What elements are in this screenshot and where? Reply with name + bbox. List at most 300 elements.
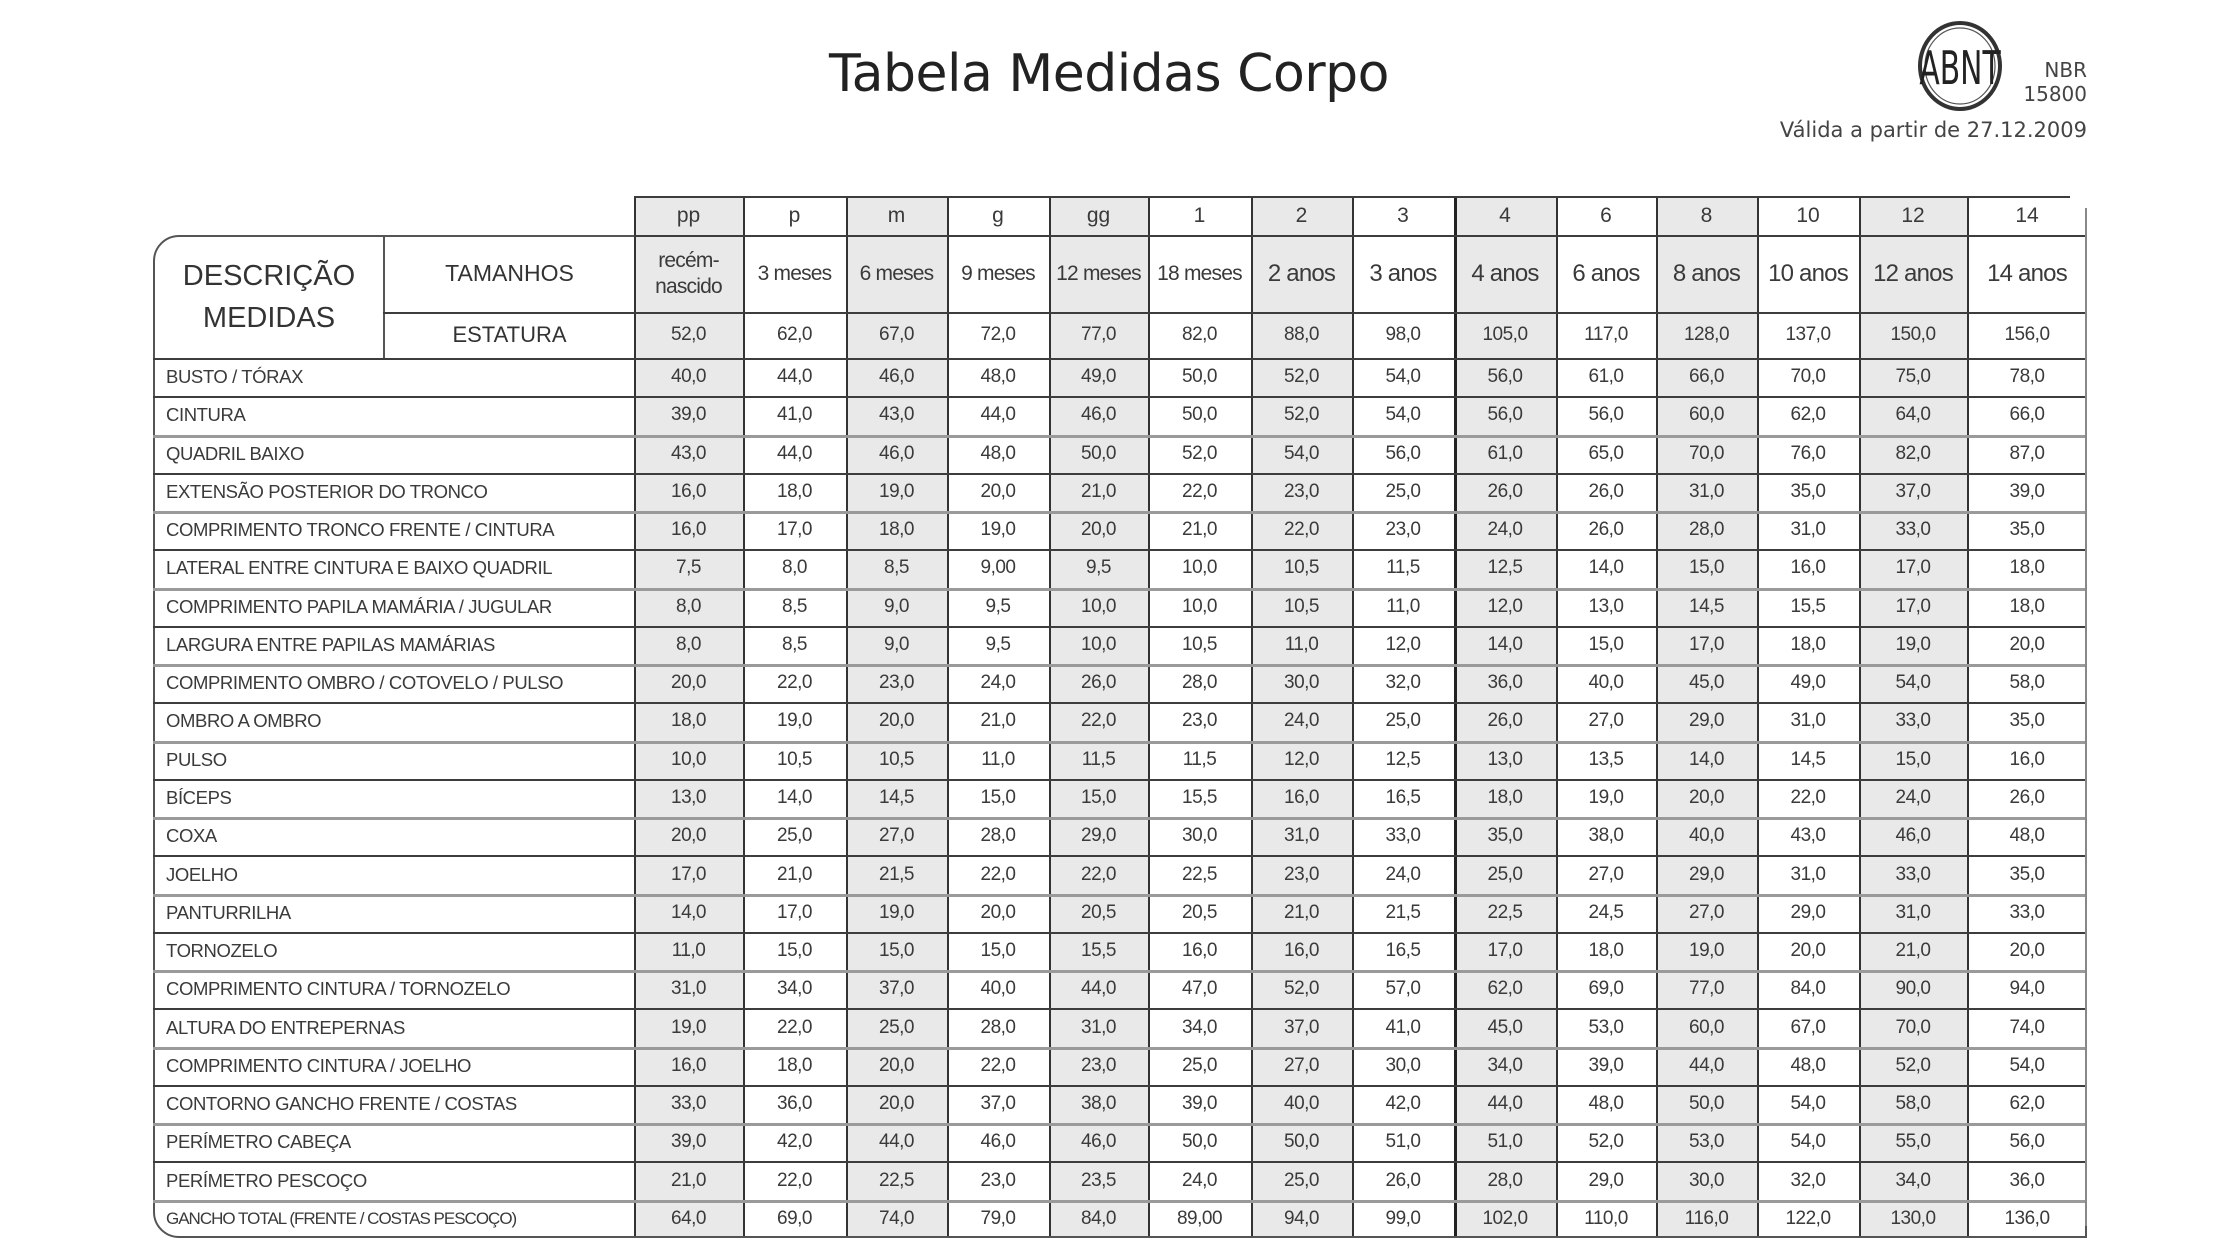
measurement-value: 110,0 bbox=[1584, 1207, 1628, 1229]
measurement-label: PERÍMETRO PESCOÇO bbox=[166, 1169, 367, 1191]
measurement-value: 21,5 bbox=[879, 863, 914, 885]
measurement-value: 24,0 bbox=[980, 672, 1016, 694]
measurement-value: 26,0 bbox=[1081, 672, 1116, 694]
measurement-value: 14,5 bbox=[879, 786, 914, 808]
measurement-value: 60,0 bbox=[1689, 1016, 1724, 1038]
measurement-value: 22,0 bbox=[1081, 863, 1116, 885]
measurement-label: BÍCEPS bbox=[166, 786, 232, 808]
height-value: 98,0 bbox=[1385, 324, 1421, 345]
measurement-value: 8,5 bbox=[884, 557, 909, 579]
measurement-value: 40,0 bbox=[1284, 1093, 1319, 1115]
abnt-logo-icon bbox=[1915, 20, 2005, 112]
measurement-value: 54,0 bbox=[2009, 1054, 2045, 1076]
age-header: 3 meses bbox=[757, 261, 832, 285]
measurement-label: COMPRIMENTO CINTURA / TORNOZELO bbox=[166, 978, 511, 1000]
measurement-value: 46,0 bbox=[1081, 1131, 1116, 1153]
measurement-value: 40,0 bbox=[1689, 825, 1724, 847]
measurement-value: 25,0 bbox=[1385, 710, 1421, 732]
measurement-value: 12,5 bbox=[1487, 557, 1523, 579]
size-code-header: 1 bbox=[1193, 203, 1206, 227]
measurement-value: 18,0 bbox=[777, 480, 812, 502]
measurement-value: 10,0 bbox=[1182, 595, 1217, 617]
measurement-value: 52,0 bbox=[1284, 978, 1319, 1000]
measurement-value: 14,0 bbox=[1487, 633, 1523, 655]
measurement-value: 18,0 bbox=[1588, 940, 1624, 962]
measurement-value: 30,0 bbox=[1284, 672, 1319, 694]
measurement-value: 42,0 bbox=[777, 1131, 812, 1153]
measurement-value: 10,5 bbox=[1284, 557, 1319, 579]
measurement-value: 9,0 bbox=[884, 595, 909, 617]
measurement-value: 20,0 bbox=[879, 1093, 914, 1115]
measurement-value: 56,0 bbox=[1487, 366, 1523, 388]
measurement-value: 70,0 bbox=[1895, 1016, 1931, 1038]
measurement-value: 49,0 bbox=[1081, 366, 1116, 388]
measurement-value: 52,0 bbox=[1284, 366, 1319, 388]
age-header: 8 anos bbox=[1672, 259, 1741, 287]
measurement-value: 10,0 bbox=[1081, 633, 1116, 655]
measurement-value: 20,0 bbox=[2009, 633, 2045, 655]
measurement-value: 46,0 bbox=[1895, 825, 1931, 847]
height-value: 72,0 bbox=[980, 324, 1016, 345]
measurement-label: PULSO bbox=[166, 748, 227, 770]
measurement-value: 19,0 bbox=[879, 480, 914, 502]
measurement-value: 43,0 bbox=[879, 404, 914, 426]
corner-label-line1: DESCRIÇÃO bbox=[182, 260, 356, 292]
norm-code: NBR bbox=[2044, 58, 2087, 82]
measurement-value: 20,5 bbox=[1081, 901, 1116, 923]
measurement-value: 20,0 bbox=[980, 901, 1016, 923]
measurement-value: 87,0 bbox=[2009, 442, 2045, 464]
measurement-value: 51,0 bbox=[1487, 1131, 1523, 1153]
measurement-value: 50,0 bbox=[1689, 1093, 1724, 1115]
measurement-label: OMBRO A OMBRO bbox=[166, 710, 322, 732]
measurement-value: 56,0 bbox=[1385, 442, 1421, 464]
measurement-value: 41,0 bbox=[1385, 1016, 1421, 1038]
measurement-value: 62,0 bbox=[2009, 1093, 2045, 1115]
measurement-value: 18,0 bbox=[1790, 633, 1826, 655]
measurement-value: 52,0 bbox=[1284, 404, 1319, 426]
measurement-value: 76,0 bbox=[1790, 442, 1826, 464]
age-header: 14 anos bbox=[1987, 259, 2067, 287]
measurement-value: 51,0 bbox=[1385, 1131, 1421, 1153]
measurement-value: 25,0 bbox=[1284, 1169, 1319, 1191]
measurement-value: 22,0 bbox=[777, 1169, 812, 1191]
measurement-value: 56,0 bbox=[1588, 404, 1624, 426]
measurement-value: 44,0 bbox=[1689, 1054, 1724, 1076]
measurement-value: 46,0 bbox=[879, 442, 914, 464]
measurement-label: EXTENSÃO POSTERIOR DO TRONCO bbox=[166, 480, 488, 502]
age-header-line: recém- bbox=[658, 248, 719, 272]
measurement-value: 43,0 bbox=[1790, 825, 1826, 847]
measurement-value: 84,0 bbox=[1790, 978, 1826, 1000]
measurement-value: 15,0 bbox=[1081, 786, 1116, 808]
measurement-value: 44,0 bbox=[1081, 978, 1116, 1000]
measurement-value: 10,0 bbox=[671, 748, 706, 770]
measurement-value: 18,0 bbox=[2009, 557, 2045, 579]
measurement-label: JOELHO bbox=[166, 863, 238, 885]
measurement-value: 22,0 bbox=[1081, 710, 1116, 732]
measurement-value: 66,0 bbox=[2009, 404, 2045, 426]
measurement-value: 31,0 bbox=[671, 978, 706, 1000]
measurement-value: 29,0 bbox=[1689, 863, 1724, 885]
measurement-value: 33,0 bbox=[671, 1093, 706, 1115]
measurement-value: 39,0 bbox=[2009, 480, 2045, 502]
measurement-value: 34,0 bbox=[1487, 1054, 1523, 1076]
measurement-value: 38,0 bbox=[1588, 825, 1624, 847]
measurement-value: 23,0 bbox=[980, 1169, 1016, 1191]
measurement-value: 31,0 bbox=[1790, 519, 1826, 541]
measurement-value: 136,0 bbox=[2004, 1207, 2050, 1229]
measurement-value: 17,0 bbox=[671, 863, 706, 885]
measurement-value: 24,0 bbox=[1895, 786, 1931, 808]
measurement-value: 42,0 bbox=[1385, 1093, 1421, 1115]
measurement-value: 16,0 bbox=[1790, 557, 1826, 579]
corner-header bbox=[155, 255, 383, 339]
measurement-value: 21,0 bbox=[1895, 940, 1931, 962]
measurement-value: 12,5 bbox=[1385, 748, 1421, 770]
measurement-value: 23,0 bbox=[1284, 480, 1319, 502]
measurement-value: 17,0 bbox=[1895, 557, 1931, 579]
measurement-value: 43,0 bbox=[671, 442, 706, 464]
measurement-value: 8,0 bbox=[676, 633, 701, 655]
measurement-value: 75,0 bbox=[1895, 366, 1931, 388]
measurement-value: 21,0 bbox=[777, 863, 812, 885]
measurement-value: 116,0 bbox=[1684, 1207, 1729, 1229]
size-code-header: gg bbox=[1086, 203, 1111, 227]
measurement-value: 21,0 bbox=[1284, 901, 1319, 923]
measurement-label: TORNOZELO bbox=[166, 940, 278, 962]
measurement-value: 48,0 bbox=[980, 366, 1016, 388]
measurement-label: COMPRIMENTO CINTURA / JOELHO bbox=[166, 1054, 472, 1076]
measurement-value: 33,0 bbox=[1385, 825, 1421, 847]
age-header: 12 meses bbox=[1056, 261, 1141, 285]
height-value: 88,0 bbox=[1284, 324, 1319, 345]
measurement-value: 50,0 bbox=[1182, 404, 1217, 426]
measurement-value: 44,0 bbox=[980, 404, 1016, 426]
size-code-header: 3 bbox=[1397, 203, 1409, 227]
measurement-value: 31,0 bbox=[1790, 863, 1826, 885]
size-code-header: pp bbox=[676, 203, 701, 227]
measurement-value: 29,0 bbox=[1081, 825, 1116, 847]
measurement-value: 102,0 bbox=[1482, 1207, 1528, 1229]
measurement-value: 12,0 bbox=[1487, 595, 1523, 617]
norm-label bbox=[2010, 58, 2087, 106]
measurement-value: 16,0 bbox=[1182, 940, 1217, 962]
measurement-value: 44,0 bbox=[1487, 1093, 1523, 1115]
measurement-value: 21,0 bbox=[671, 1169, 706, 1191]
measurement-value: 35,0 bbox=[2009, 519, 2045, 541]
measurement-value: 30,0 bbox=[1385, 1054, 1421, 1076]
measurement-value: 40,0 bbox=[1588, 672, 1624, 694]
measurement-value: 40,0 bbox=[671, 366, 706, 388]
measurement-value: 11,0 bbox=[671, 940, 706, 962]
measurement-value: 13,0 bbox=[671, 786, 706, 808]
measurement-value: 122,0 bbox=[1785, 1207, 1831, 1229]
measurement-value: 54,0 bbox=[1790, 1131, 1826, 1153]
norm-number: 15800 bbox=[2023, 82, 2087, 106]
measurement-value: 20,0 bbox=[879, 710, 914, 732]
measurement-label: COXA bbox=[166, 825, 217, 847]
measurement-value: 29,0 bbox=[1790, 901, 1826, 923]
measurement-value: 64,0 bbox=[671, 1207, 706, 1229]
height-value: 105,0 bbox=[1482, 324, 1528, 345]
measurement-value: 23,0 bbox=[1385, 519, 1421, 541]
measurement-value: 31,0 bbox=[1284, 825, 1319, 847]
height-value: 128,0 bbox=[1683, 324, 1730, 345]
measurement-value: 40,0 bbox=[980, 978, 1016, 1000]
measurement-value: 25,0 bbox=[1487, 863, 1523, 885]
measurement-value: 9,5 bbox=[985, 595, 1011, 617]
measurement-value: 28,0 bbox=[980, 825, 1016, 847]
measurement-value: 17,0 bbox=[1689, 633, 1724, 655]
measurement-value: 46,0 bbox=[980, 1131, 1016, 1153]
measurement-value: 20,0 bbox=[1081, 519, 1116, 541]
measurement-value: 25,0 bbox=[777, 825, 812, 847]
size-code-header: g bbox=[992, 203, 1004, 227]
measurement-value: 17,0 bbox=[1487, 940, 1523, 962]
measurement-value: 36,0 bbox=[2009, 1169, 2045, 1191]
height-value: 150,0 bbox=[1890, 324, 1936, 345]
measurement-value: 26,0 bbox=[1588, 519, 1624, 541]
measurement-value: 8,0 bbox=[782, 557, 807, 579]
measurement-value: 14,0 bbox=[1689, 748, 1724, 770]
measurement-value: 24,0 bbox=[1487, 519, 1523, 541]
measurement-value: 28,0 bbox=[980, 1016, 1016, 1038]
measurement-value: 11,5 bbox=[1182, 748, 1217, 770]
measurement-value: 10,0 bbox=[1182, 557, 1217, 579]
measurement-value: 58,0 bbox=[2009, 672, 2045, 694]
height-value: 62,0 bbox=[777, 324, 812, 345]
measurement-value: 44,0 bbox=[777, 366, 812, 388]
measurement-value: 10,5 bbox=[879, 748, 914, 770]
measurement-value: 22,0 bbox=[980, 1054, 1016, 1076]
measurement-value: 27,0 bbox=[1689, 901, 1724, 923]
measurement-value: 22,0 bbox=[777, 672, 812, 694]
measurement-value: 22,0 bbox=[1790, 786, 1826, 808]
measurement-value: 33,0 bbox=[2009, 901, 2045, 923]
measurement-value: 39,0 bbox=[671, 1131, 706, 1153]
valid-from-text: Válida a partir de 27.12.2009 bbox=[1779, 118, 2087, 142]
measurement-value: 8,5 bbox=[782, 595, 807, 617]
measurement-value: 15,0 bbox=[1689, 557, 1724, 579]
size-code-header: m bbox=[887, 203, 906, 227]
measurement-value: 39,0 bbox=[1588, 1054, 1624, 1076]
size-code-header: 4 bbox=[1499, 203, 1511, 227]
measurement-value: 16,0 bbox=[671, 519, 706, 541]
measurement-value: 19,0 bbox=[879, 901, 914, 923]
height-value: 52,0 bbox=[671, 324, 706, 345]
measurement-value: 50,0 bbox=[1081, 442, 1116, 464]
measurement-value: 15,0 bbox=[879, 940, 914, 962]
measurement-value: 23,0 bbox=[1081, 1054, 1116, 1076]
measurement-value: 10,5 bbox=[1284, 595, 1319, 617]
measurement-value: 20,0 bbox=[671, 825, 706, 847]
age-header: 6 anos bbox=[1572, 259, 1640, 287]
measurement-value: 61,0 bbox=[1588, 366, 1624, 388]
measurement-value: 24,0 bbox=[1284, 710, 1319, 732]
measurement-value: 35,0 bbox=[2009, 863, 2045, 885]
measurement-label: LARGURA ENTRE PAPILAS MAMÁRIAS bbox=[166, 633, 495, 655]
measurement-value: 48,0 bbox=[980, 442, 1016, 464]
measurement-value: 33,0 bbox=[1895, 519, 1931, 541]
measurement-value: 48,0 bbox=[1588, 1093, 1624, 1115]
age-header: 18 meses bbox=[1157, 261, 1242, 285]
measurement-value: 52,0 bbox=[1895, 1054, 1931, 1076]
measurement-value: 50,0 bbox=[1284, 1131, 1319, 1153]
measurement-value: 52,0 bbox=[1588, 1131, 1624, 1153]
measurement-value: 9,00 bbox=[980, 557, 1016, 579]
measurement-value: 22,5 bbox=[879, 1169, 914, 1191]
measurement-value: 18,0 bbox=[2009, 595, 2045, 617]
measurement-value: 37,0 bbox=[1284, 1016, 1319, 1038]
measurement-value: 26,0 bbox=[1487, 710, 1523, 732]
measurement-label: COMPRIMENTO TRONCO FRENTE / CINTURA bbox=[166, 519, 555, 541]
measurement-value: 19,0 bbox=[1895, 633, 1931, 655]
measurement-value: 54,0 bbox=[1385, 366, 1421, 388]
measurement-value: 99,0 bbox=[1385, 1207, 1421, 1229]
measurement-value: 17,0 bbox=[777, 519, 812, 541]
measurement-value: 22,0 bbox=[1284, 519, 1319, 541]
measurement-value: 8,5 bbox=[782, 633, 807, 655]
measurement-value: 34,0 bbox=[777, 978, 812, 1000]
measurement-value: 36,0 bbox=[1487, 672, 1523, 694]
measurement-value: 50,0 bbox=[1182, 366, 1217, 388]
measurement-value: 16,0 bbox=[1284, 786, 1319, 808]
measurement-value: 62,0 bbox=[1487, 978, 1523, 1000]
measurement-value: 89,00 bbox=[1176, 1207, 1223, 1229]
measurement-value: 20,0 bbox=[879, 1054, 914, 1076]
measurement-value: 7,5 bbox=[676, 557, 701, 579]
measurement-value: 48,0 bbox=[1790, 1054, 1826, 1076]
measurement-value: 24,0 bbox=[1385, 863, 1421, 885]
measurement-value: 23,0 bbox=[1284, 863, 1319, 885]
height-value: 77,0 bbox=[1081, 324, 1116, 345]
measurement-value: 35,0 bbox=[1487, 825, 1523, 847]
measurement-value: 10,5 bbox=[777, 748, 812, 770]
measurement-value: 27,0 bbox=[879, 825, 914, 847]
measurement-value: 65,0 bbox=[1588, 442, 1624, 464]
measurement-value: 21,5 bbox=[1385, 901, 1421, 923]
age-header: 9 meses bbox=[961, 261, 1035, 285]
measurement-value: 21,0 bbox=[1182, 519, 1217, 541]
age-header: 2 anos bbox=[1267, 259, 1336, 287]
measurement-value: 36,0 bbox=[777, 1093, 812, 1115]
measurement-value: 16,0 bbox=[1284, 940, 1319, 962]
measurement-label: COMPRIMENTO PAPILA MAMÁRIA / JUGULAR bbox=[166, 595, 552, 617]
measurement-value: 52,0 bbox=[1182, 442, 1217, 464]
measurement-value: 69,0 bbox=[777, 1207, 812, 1229]
measurement-value: 15,0 bbox=[1895, 748, 1931, 770]
measurement-value: 64,0 bbox=[1895, 404, 1931, 426]
corner-label-line2: MEDIDAS bbox=[202, 302, 336, 334]
measurement-value: 21,0 bbox=[980, 710, 1016, 732]
measurement-value: 15,0 bbox=[1588, 633, 1624, 655]
measurement-value: 10,0 bbox=[1081, 595, 1116, 617]
measurement-value: 25,0 bbox=[1182, 1054, 1217, 1076]
measurement-value: 48,0 bbox=[2009, 825, 2045, 847]
height-value: 67,0 bbox=[879, 324, 914, 345]
age-header: 3 anos bbox=[1369, 259, 1437, 287]
size-code-header: p bbox=[788, 203, 801, 227]
measurement-value: 23,5 bbox=[1081, 1169, 1116, 1191]
measurement-value: 31,0 bbox=[1895, 901, 1931, 923]
measurement-value: 34,0 bbox=[1182, 1016, 1217, 1038]
measurement-value: 60,0 bbox=[1689, 404, 1724, 426]
measurement-value: 84,0 bbox=[1081, 1207, 1116, 1229]
measurement-value: 22,0 bbox=[1182, 480, 1217, 502]
measurement-value: 44,0 bbox=[777, 442, 812, 464]
measurement-value: 19,0 bbox=[980, 519, 1016, 541]
sizes-header: TAMANHOS bbox=[383, 235, 634, 312]
measurement-value: 12,0 bbox=[1284, 748, 1319, 770]
age-header: 12 anos bbox=[1873, 259, 1953, 287]
measurement-value: 29,0 bbox=[1689, 710, 1724, 732]
measurement-label: ALTURA DO ENTREPERNAS bbox=[166, 1016, 406, 1038]
measurement-value: 44,0 bbox=[879, 1131, 914, 1153]
measurement-value: 37,0 bbox=[1895, 480, 1931, 502]
measurement-value: 18,0 bbox=[777, 1054, 812, 1076]
age-header-line: nascido bbox=[655, 274, 722, 298]
measurement-value: 24,5 bbox=[1588, 901, 1624, 923]
measurement-value: 35,0 bbox=[1790, 480, 1826, 502]
measurement-value: 12,0 bbox=[1385, 633, 1421, 655]
svg-text:ABNT: ABNT bbox=[1919, 42, 2001, 96]
measurement-value: 39,0 bbox=[671, 404, 706, 426]
measurement-value: 130,0 bbox=[1890, 1207, 1936, 1229]
measurement-value: 20,0 bbox=[980, 480, 1016, 502]
measurement-value: 74,0 bbox=[879, 1207, 914, 1229]
measurement-value: 56,0 bbox=[1487, 404, 1523, 426]
measurement-value: 14,0 bbox=[1588, 557, 1624, 579]
measurement-value: 22,5 bbox=[1182, 863, 1217, 885]
measurement-value: 20,0 bbox=[1689, 786, 1724, 808]
age-header: 10 anos bbox=[1768, 259, 1848, 287]
measurement-value: 18,0 bbox=[671, 710, 706, 732]
size-code-header: 8 bbox=[1700, 203, 1713, 227]
measurement-value: 15,0 bbox=[777, 940, 812, 962]
measurement-value: 32,0 bbox=[1790, 1169, 1826, 1191]
measurement-label: CONTORNO GANCHO FRENTE / COSTAS bbox=[166, 1093, 517, 1115]
measurement-value: 77,0 bbox=[1689, 978, 1724, 1000]
measurement-label: BUSTO / TÓRAX bbox=[166, 366, 304, 388]
measurement-value: 54,0 bbox=[1790, 1093, 1826, 1115]
measurement-value: 94,0 bbox=[1284, 1207, 1319, 1229]
measurement-value: 22,0 bbox=[980, 863, 1016, 885]
measurement-value: 15,5 bbox=[1182, 786, 1217, 808]
measurement-value: 9,0 bbox=[884, 633, 909, 655]
measurement-value: 31,0 bbox=[1689, 480, 1724, 502]
measurement-label: CINTURA bbox=[166, 404, 246, 426]
measurement-value: 26,0 bbox=[1588, 480, 1624, 502]
measurement-value: 70,0 bbox=[1689, 442, 1724, 464]
measurement-value: 14,0 bbox=[671, 901, 706, 923]
measurement-value: 54,0 bbox=[1895, 672, 1931, 694]
size-code-header: 6 bbox=[1600, 203, 1612, 227]
measurement-value: 57,0 bbox=[1385, 978, 1421, 1000]
size-code-header: 2 bbox=[1295, 203, 1308, 227]
measurement-value: 31,0 bbox=[1081, 1016, 1116, 1038]
measurement-value: 61,0 bbox=[1487, 442, 1523, 464]
measurement-value: 33,0 bbox=[1895, 863, 1931, 885]
measurement-value: 25,0 bbox=[879, 1016, 914, 1038]
measurement-value: 58,0 bbox=[1895, 1093, 1931, 1115]
measurement-value: 27,0 bbox=[1588, 710, 1624, 732]
measurement-value: 70,0 bbox=[1790, 366, 1826, 388]
measurement-value: 22,0 bbox=[777, 1016, 812, 1038]
height-value: 156,0 bbox=[2004, 324, 2050, 345]
measurement-value: 24,0 bbox=[1182, 1169, 1217, 1191]
measurement-value: 14,5 bbox=[1689, 595, 1724, 617]
